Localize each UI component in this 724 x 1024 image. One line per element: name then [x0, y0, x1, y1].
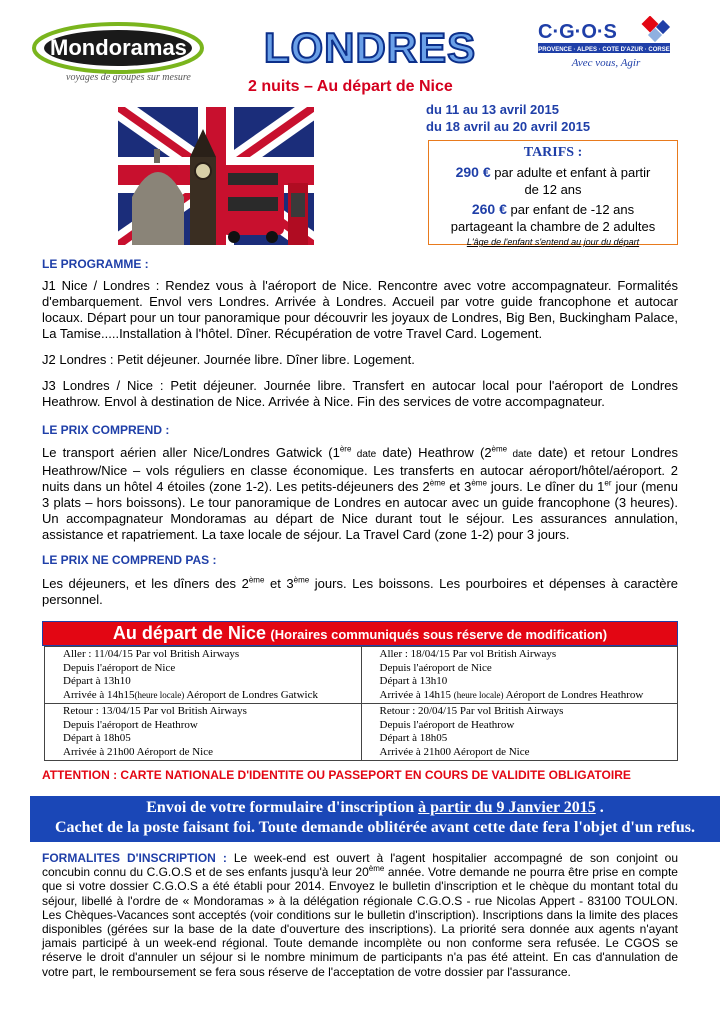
- adult-price: 290 €: [455, 164, 491, 180]
- table-row: [45, 647, 678, 704]
- logo-tagline-text: voyages de groupes sur mesure: [66, 72, 191, 83]
- travel-dates: [426, 101, 590, 135]
- cgos-emblem-icon: [642, 16, 671, 42]
- cgos-name-text: C·G·O·S: [538, 21, 617, 43]
- depart-subtitle: (Horaires communiqués sous réserve de modification): [270, 627, 608, 642]
- depart-banner: [42, 621, 678, 646]
- child-text: par enfant de -12 ans: [510, 202, 635, 217]
- tarifs-title: TARIFS :: [523, 145, 583, 160]
- programme-j1: J1 Nice / Londres : Rendez vous à l'aéroport de Nice. Rencontre avec votre accompagnateur. Formalités d'embarquement. Envol vers Londres. Arrivée à Londres. Accueil par votre guide francophone et autocar locaux. Départ pour un tour panoramique pour découvrir les joyaux de Londres, Big Ben, Buckingham Palace, La Tamise.....Installation à l'hôtel. Dîner. Récupération de votre Travel Card. Logement.: [42, 278, 678, 341]
- ne-comprend-heading: LE PRIX NE COMPREND PAS :: [42, 553, 217, 567]
- date-line: du 18 avril au 20 avril 2015: [426, 119, 591, 134]
- cgos-region-text: PROVENCE · ALPES · COTE D'AZUR · CORSE: [538, 47, 670, 53]
- adult-text: par adulte et enfant à partir: [494, 165, 651, 180]
- title-text: LONDRES: [263, 24, 477, 70]
- flight-cell-return-2: Retour : 20/04/15 Par vol British Airways Depuis l'aéroport de Heathrow Départ à 18h05 Arrivée à 21h00 Aéroport de Nice: [361, 704, 678, 761]
- cgos-logo: [536, 16, 696, 72]
- logo-name-text: Mondoramas: [50, 35, 187, 60]
- programme-j2: J2 Londres : Petit déjeuner. Journée libre. Dîner libre. Logement.: [42, 352, 415, 367]
- tarif-child: [429, 201, 677, 218]
- programme-j3: J3 Londres / Nice : Petit déjeuner. Journée libre. Transfert en autocar local pour l'aéroport de Londres Heathrow. Envol à destination de Nice. Arrivée à Nice. Fin des services de votre accompagnateur.: [42, 378, 678, 409]
- tarif-note: L'âge de l'enfant s'entend au jour du départ: [466, 237, 640, 247]
- date-line: du 11 au 13 avril 2015: [426, 102, 559, 117]
- flight-cell-outbound-2: Aller : 18/04/15 Par vol British Airways Depuis l'aéroport de Nice Départ à 13h10 Arrivée à 14h15 (heure locale) Aéroport de Londres Heathrow: [361, 647, 678, 704]
- attention-notice: ATTENTION : CARTE NATIONALE D'IDENTITE OU PASSEPORT EN COURS DE VALIDITE OBLIGATOIRE: [42, 768, 631, 782]
- tarifs-box: [428, 140, 678, 245]
- flight-table: [44, 646, 678, 761]
- programme-heading: LE PROGRAMME :: [42, 257, 149, 271]
- child-text-2: partageant la chambre de 2 adultes: [450, 219, 656, 234]
- depart-title: Au départ de Nice: [112, 623, 266, 643]
- comprend-text: Le transport aérien aller Nice/Londres Gatwick (1ère date date) Heathrow (2ème date date) et retour Londres Heathrow/Nice – vols réguliers en classe économique. Les transferts en autocar aéroport/hôtel/aéroport. 2 nuits dans un hôtel 4 étoiles (zone 1-2). Les petits-déjeuners des 2ème et 3ème jours. Le dîner du 1er jour (menu 3 plats – hors boissons). Le tour panoramique de Londres en autocar avec un guide francophone (3 heures). Un accompagnateur Mondoramas au départ de Nice durant tout le séjour. Les assurances annulation, assistance et rapatriement. La taxe locale de séjour. La Travel Card (zone 1-2) pour 3 jours.: [42, 444, 678, 542]
- formalites-text: FORMALITES D'INSCRIPTION : Le week-end est ouvert à l'agent hospitalier accompagné de son conjoint ou concubin connu du C.G.O.S et de ses enfants jusqu'à leur 20ème année. Votre demande ne pourra être prise en compte que si votre dossier C.G.O.S a été établi pour 2014. Envoyez le bulletin d'inscription et le chèque du montant total du séjour, libellé à l'ordre de « Mondoramas » à la délégation régionale C.G.O.S - rue Nicolas Appert - 83100 TOULON. Les Chèques-Vacances sont acceptés (voir conditions sur le bulletin d'inscription). Inscriptions dans la limite des places disponibles (gérées sur la base de la date d'ouverture des inscriptions). La priorité sera donnée aux agents n'ayant jamais participé à un week-end régional. Toute demande incomplète ou non conforme sera refusée. Le CGOS se réserve le droit d'annuler un séjour si le nombre minimum de participants n'a pas été atteint. En cas d'annulation de votre part, le remboursement se fera sous réserve de l'acceptation de votre dossier par l'assurance.: [42, 851, 678, 979]
- tarif-adult: [429, 164, 677, 181]
- comprend-heading: LE PRIX COMPREND :: [42, 423, 170, 437]
- ne-comprend-text: Les déjeuners, et les dîners des 2ème et 3ème jours. Les boissons. Les pourboires et dépenses à caractère personnel.: [42, 575, 679, 607]
- table-row: [45, 704, 678, 761]
- envoi-line-1: Envoi de votre formulaire d'inscription à partir du 9 Janvier 2015 .: [146, 799, 604, 816]
- child-price: 260 €: [471, 201, 507, 217]
- adult-text-2: de 12 ans: [524, 182, 582, 197]
- formalites-label: FORMALITES D'INSCRIPTION :: [42, 851, 227, 865]
- cgos-slogan-text: Avec vous, Agir: [571, 57, 641, 69]
- page-title: [255, 22, 485, 70]
- subtitle: 2 nuits – Au départ de Nice: [248, 78, 453, 95]
- mondoramas-logo: [30, 18, 210, 90]
- envoi-banner: [30, 796, 720, 842]
- flight-cell-return-1: Retour : 13/04/15 Par vol British Airways Depuis l'aéroport de Heathrow Départ à 18h05 Arrivée à 21h00 Aéroport de Nice: [45, 704, 362, 761]
- flight-cell-outbound-1: Aller : 11/04/15 Par vol British Airways Depuis l'aéroport de Nice Départ à 13h10 Arrivée à 14h15(heure locale) Aéroport de Londres Gatwick: [45, 647, 362, 704]
- london-photo: [118, 107, 314, 245]
- envoi-line-2: Cachet de la poste faisant foi. Toute demande oblitérée avant cette date fera l'objet d'un refus.: [54, 819, 696, 836]
